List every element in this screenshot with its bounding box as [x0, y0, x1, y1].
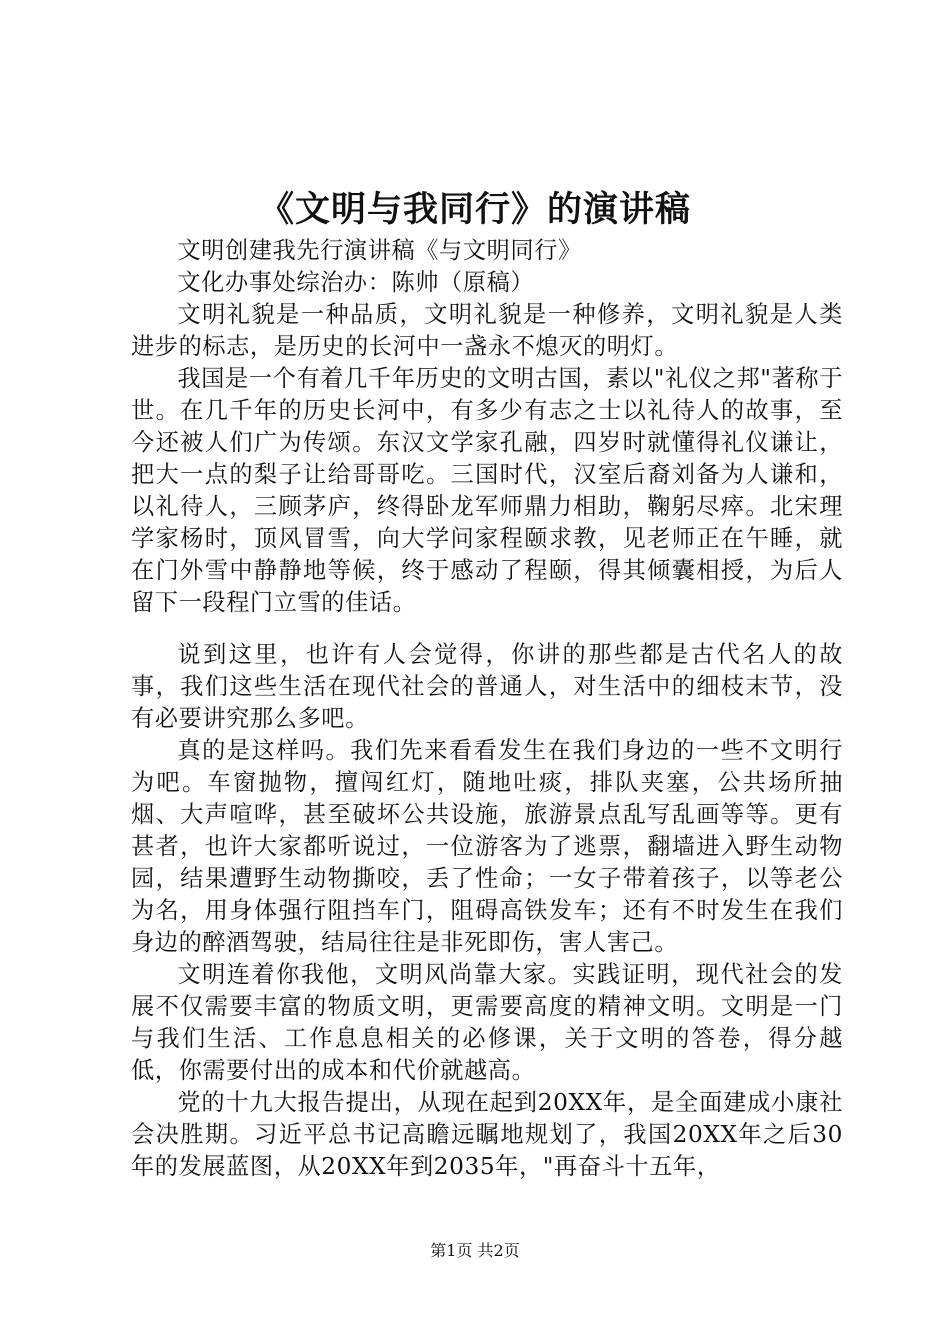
paragraph-civilization: 文明连着你我他，文明风尚靠大家。实践证明，现代社会的发展不仅需要丰富的物质文明，更需要高度的精神文明。文明是一门与我们生活、工作息息相关的必修课，关于文明的答卷，得分越低，你需要付出的成本和代价就越高。 [131, 961, 843, 1084]
paragraph-author: 文化办事处综治办：陈帅（原稿） [177, 269, 535, 296]
document-title: 《文明与我同行》的演讲稿 [258, 189, 691, 230]
paragraph-subtitle: 文明创建我先行演讲稿《与文明同行》 [177, 237, 582, 264]
paragraph-modern: 说到这里，也许有人会觉得，你讲的那些都是古代名人的故事，我们这些生活在现代社会的普通人，对生活中的细枝末节，没有必要讲究那么多吧。 [131, 641, 843, 732]
paragraph-intro: 文明礼貌是一种品质，文明礼貌是一种修养，文明礼貌是人类进步的标志，是历史的长河中一盏永不熄灭的明灯。 [131, 301, 843, 360]
paragraph-uncivilized: 真的是这样吗。我们先来看看发生在我们身边的一些不文明行为吧。车窗抛物，擅闯红灯，随地吐痰，排队夹塞，公共场所抽烟、大声喧哗，甚至破坏公共设施，旅游景点乱写乱画等等。更有甚者，也许大家都听说过，一位游客为了逃票，翻墙进入野生动物园，结果遭野生动物撕咬，丢了性命；一女子带着孩子，以等老公为名，用身体强行阻挡车门，阻碍高铁发车；还有不时发生在我们身边的醉酒驾驶，结局往往是非死即伤，害人害己。 [131, 737, 843, 956]
page-number-footer: 第1页 共2页 [430, 1241, 520, 1260]
paragraph-history: 我国是一个有着几千年历史的文明古国，素以"礼仪之邦"著称于世。在几千年的历史长河中，有多少有志之士以礼待人的故事，至今还被人们广为传颂。东汉文学家孔融，四岁时就懂得礼仪谦让，把大一点的梨子让给哥哥吃。三国时代，汉室后裔刘备为人谦和，以礼待人，三顾茅庐，终得卧龙军师鼎力相助，鞠躬尽瘁。北宋理学家杨时，顶风冒雪，向大学问家程颐求教，见老师正在午睡，就在门外雪中静静地等候，终于感动了程颐，得其倾囊相授，为后人留下一段程门立雪的佳话。 [131, 365, 843, 616]
paragraph-party-report: 党的十九大报告提出，从现在起到20XX年，是全面建成小康社会决胜期。习近平总书记高瞻远瞩地规划了，我国20XX年之后30年的发展蓝图，从20XX年到2035年，"再奋斗十五年， [131, 1089, 843, 1180]
document-body [131, 235, 843, 1183]
